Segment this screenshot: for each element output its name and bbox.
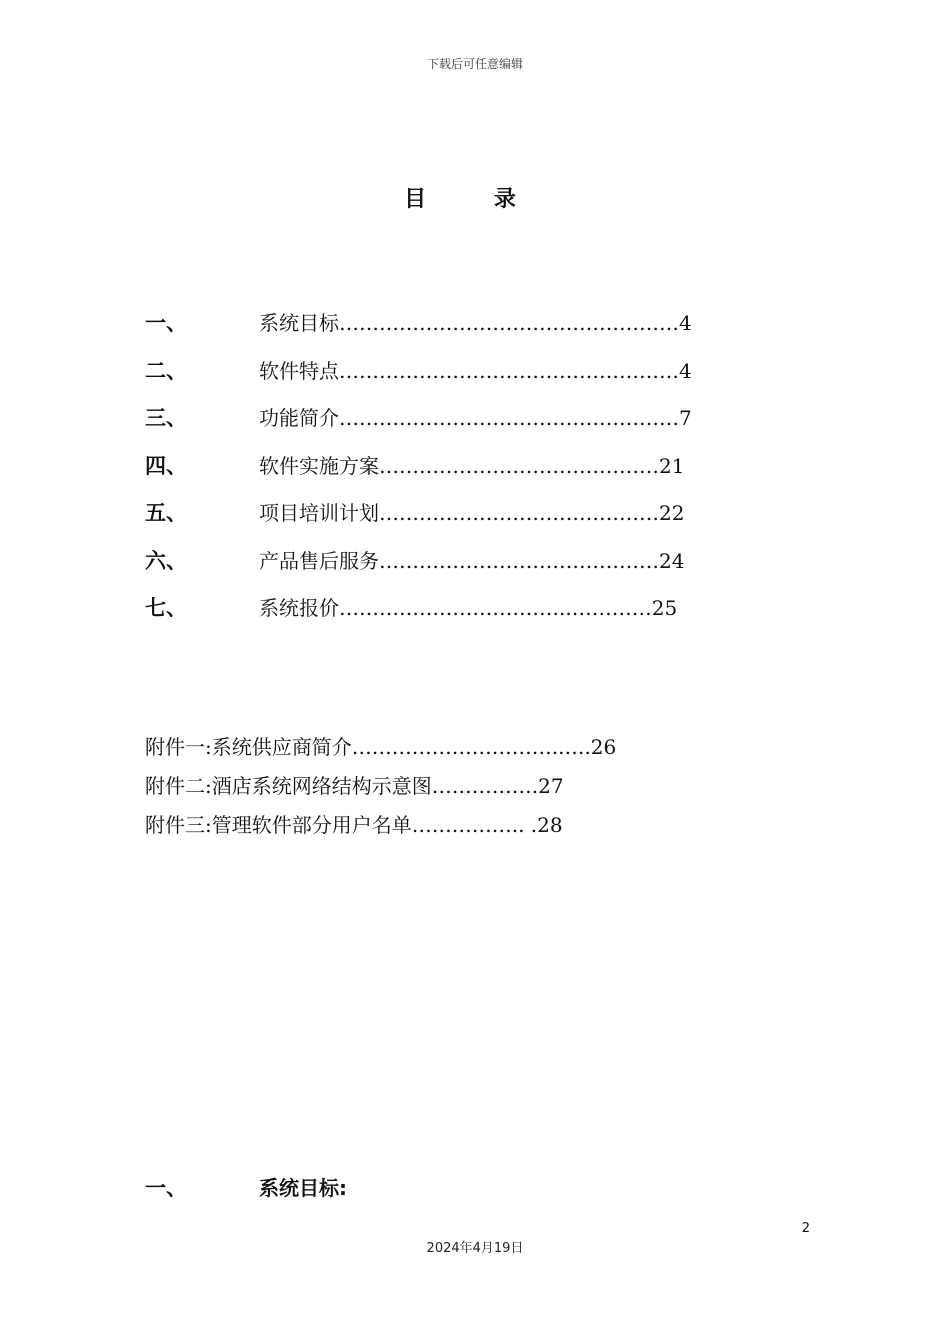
toc-item-number: 三、 bbox=[145, 406, 187, 430]
page-footer-date: 2024年4月19日 bbox=[426, 1241, 524, 1256]
toc-item-text: 软件实施方案……………………………………21 bbox=[259, 453, 685, 478]
annex-item[interactable]: 附件一:系统供应商简介…………………………..….26 bbox=[145, 735, 617, 759]
toc-item-text: 功能简介……………………………………………7 bbox=[259, 406, 692, 430]
toc-item-number: 二、 bbox=[145, 358, 187, 383]
section-title: 系统目标: bbox=[259, 1176, 347, 1200]
page-number: 2 bbox=[801, 1221, 810, 1236]
annex-item[interactable]: 附件二:酒店系统网络结构示意图…………….27 bbox=[145, 774, 564, 798]
toc-item[interactable] bbox=[145, 403, 765, 451]
toc-item[interactable] bbox=[145, 308, 765, 356]
toc-item-number: 四、 bbox=[145, 453, 187, 478]
toc-item[interactable] bbox=[145, 546, 765, 594]
toc-item[interactable] bbox=[145, 498, 765, 546]
toc-item-text: 系统报价……………………………..…………25 bbox=[259, 596, 678, 620]
section-heading bbox=[145, 1172, 745, 1206]
table-of-contents bbox=[145, 308, 765, 641]
toc-item-text: 系统目标……………………………………………4 bbox=[259, 311, 692, 335]
toc-item-number: 六、 bbox=[145, 548, 187, 573]
annex-list bbox=[145, 732, 765, 849]
toc-item[interactable] bbox=[145, 593, 765, 641]
toc-item-text: 软件特点……………………………………………4 bbox=[259, 358, 692, 383]
section-number: 一、 bbox=[145, 1176, 187, 1200]
toc-item-number: 五、 bbox=[145, 501, 187, 525]
toc-item-text: 项目培训计划……………………………………22 bbox=[259, 501, 685, 525]
annex-item[interactable]: 附件三:管理软件部分用户名单…………….. .28 bbox=[145, 813, 563, 837]
toc-item[interactable] bbox=[145, 356, 765, 404]
toc-item-text: 产品售后服务……………………………………24 bbox=[259, 548, 685, 573]
toc-title: 目 录 bbox=[404, 187, 546, 212]
toc-item-number: 七、 bbox=[145, 596, 187, 620]
toc-item-number: 一、 bbox=[145, 311, 187, 335]
toc-item[interactable] bbox=[145, 451, 765, 499]
page-header: 下载后可任意编辑 bbox=[426, 57, 523, 71]
